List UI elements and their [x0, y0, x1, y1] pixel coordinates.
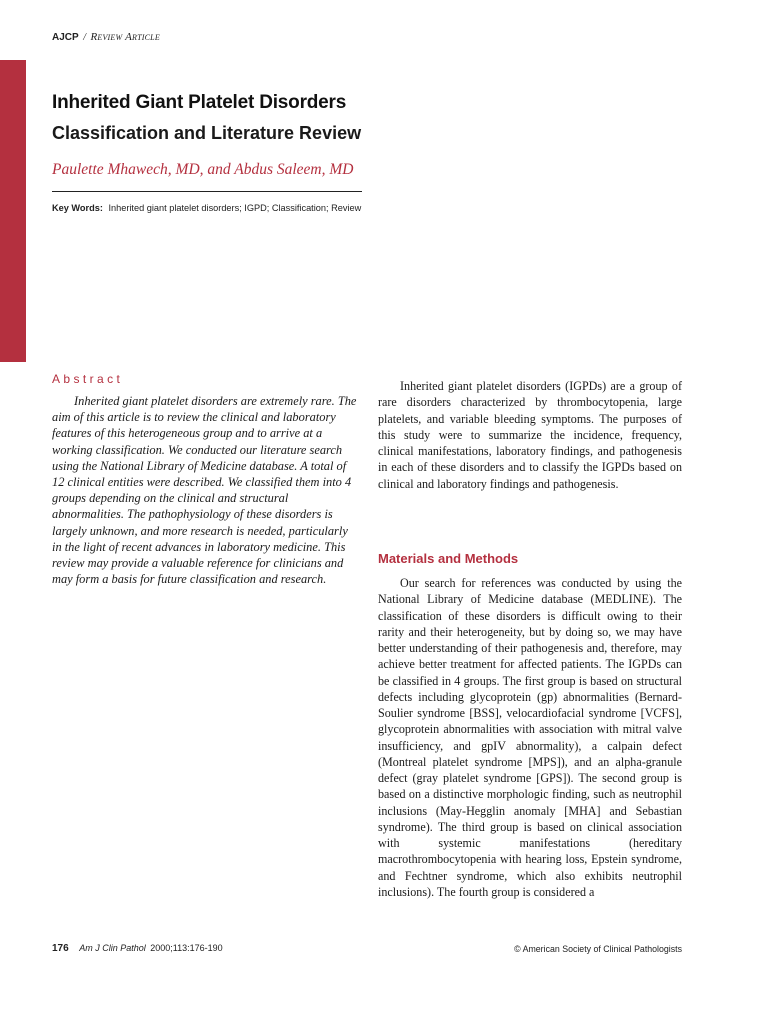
- article-title: Inherited Giant Platelet Disorders: [52, 92, 347, 113]
- article-subtitle: Classification and Literature Review: [52, 123, 362, 143]
- page-number: 176: [52, 943, 69, 954]
- footer-citation: [52, 943, 223, 954]
- journal-abbreviation: Am J Clin Pathol: [79, 943, 146, 953]
- intro-paragraph: Inherited giant platelet disorders (IGPDs) are a group of rare disorders characterized by thrombocytopenia, large platelets, and variable bleeding symptoms. The purposes of this study were to summarize the incidence, frequency, clinical manifestations, laboratory findings, and pathogenesis in each of these disorders and to classify the IGPDs based on clinical and laboratory findings and pathogenesis.: [378, 379, 682, 491]
- methods-heading: Materials and Methods: [378, 551, 519, 566]
- accent-bar: [0, 60, 26, 362]
- running-head: [52, 31, 160, 43]
- abstract-text: Inherited giant platelet disorders are extremely rare. The aim of this article is to review the clinical and laboratory features of this heterogeneous group and to arrive at a working classification. We conducted our literature search using the National Library of Medicine database. A total of 12 clinical entities were described. We classified them into 4 groups depending on the clinical and structural abnormalities. The pathophysiology of these disorders is largely unknown, and more research is needed, particularly in the light of recent advances in laboratory medicine. This review may provide a valuable reference for clinicians and may form a basis for future classification and research.: [52, 394, 357, 587]
- running-head-separator: /: [83, 32, 86, 43]
- copyright-notice: © American Society of Clinical Pathologists: [514, 944, 682, 954]
- methods-paragraph: Our search for references was conducted by using the National Library of Medicine database (MEDLINE). The classification of these disorders is difficult owing to their rarity and their heterogeneity, but by doing so, we may have better understanding of their pathogenesis and, therefore, may achieve better treatment for affected patients. The IGPDs can be classified in 4 groups. The first group is based on structural defects including glycoprotein (gp) abnormalities (Bernard-Soulier syndrome [BSS], velocardiofacial syndrome [VCFS], glycoprotein abnormalities with association with mitral valve insufficiency, and gpIV abnormality), a calpain defect (Montreal platelet syndrome [MPS]), and an alpha-granule defect (gray platelet syndrome [GPS]). The second group is based on a distinctive morphologic finding, such as neutrophil inclusions (May-Hegglin anomaly [MHA] and Sebastian syndrome). The third group is based on clinical association with systemic manifestations (hereditary macrothrombocytopenia with hearing loss, Epstein syndrome, and Fechtner syndrome, which also exhibits neutrophil inclusions). The fourth group is considered a: [378, 576, 682, 899]
- journal-name: AJCP: [52, 32, 79, 43]
- section-label: Review Article: [90, 31, 160, 43]
- abstract-heading: Abstract: [52, 372, 124, 386]
- title-divider: [52, 191, 362, 192]
- keywords-label: Key Words:: [52, 203, 103, 213]
- keywords-list: Inherited giant platelet disorders; IGPD; Classification; Review: [108, 203, 362, 213]
- citation-volume: 2000;113:176-190: [150, 943, 223, 953]
- article-authors: Paulette Mhawech, MD, and Abdus Saleem, MD: [52, 161, 354, 178]
- keywords: [52, 203, 361, 213]
